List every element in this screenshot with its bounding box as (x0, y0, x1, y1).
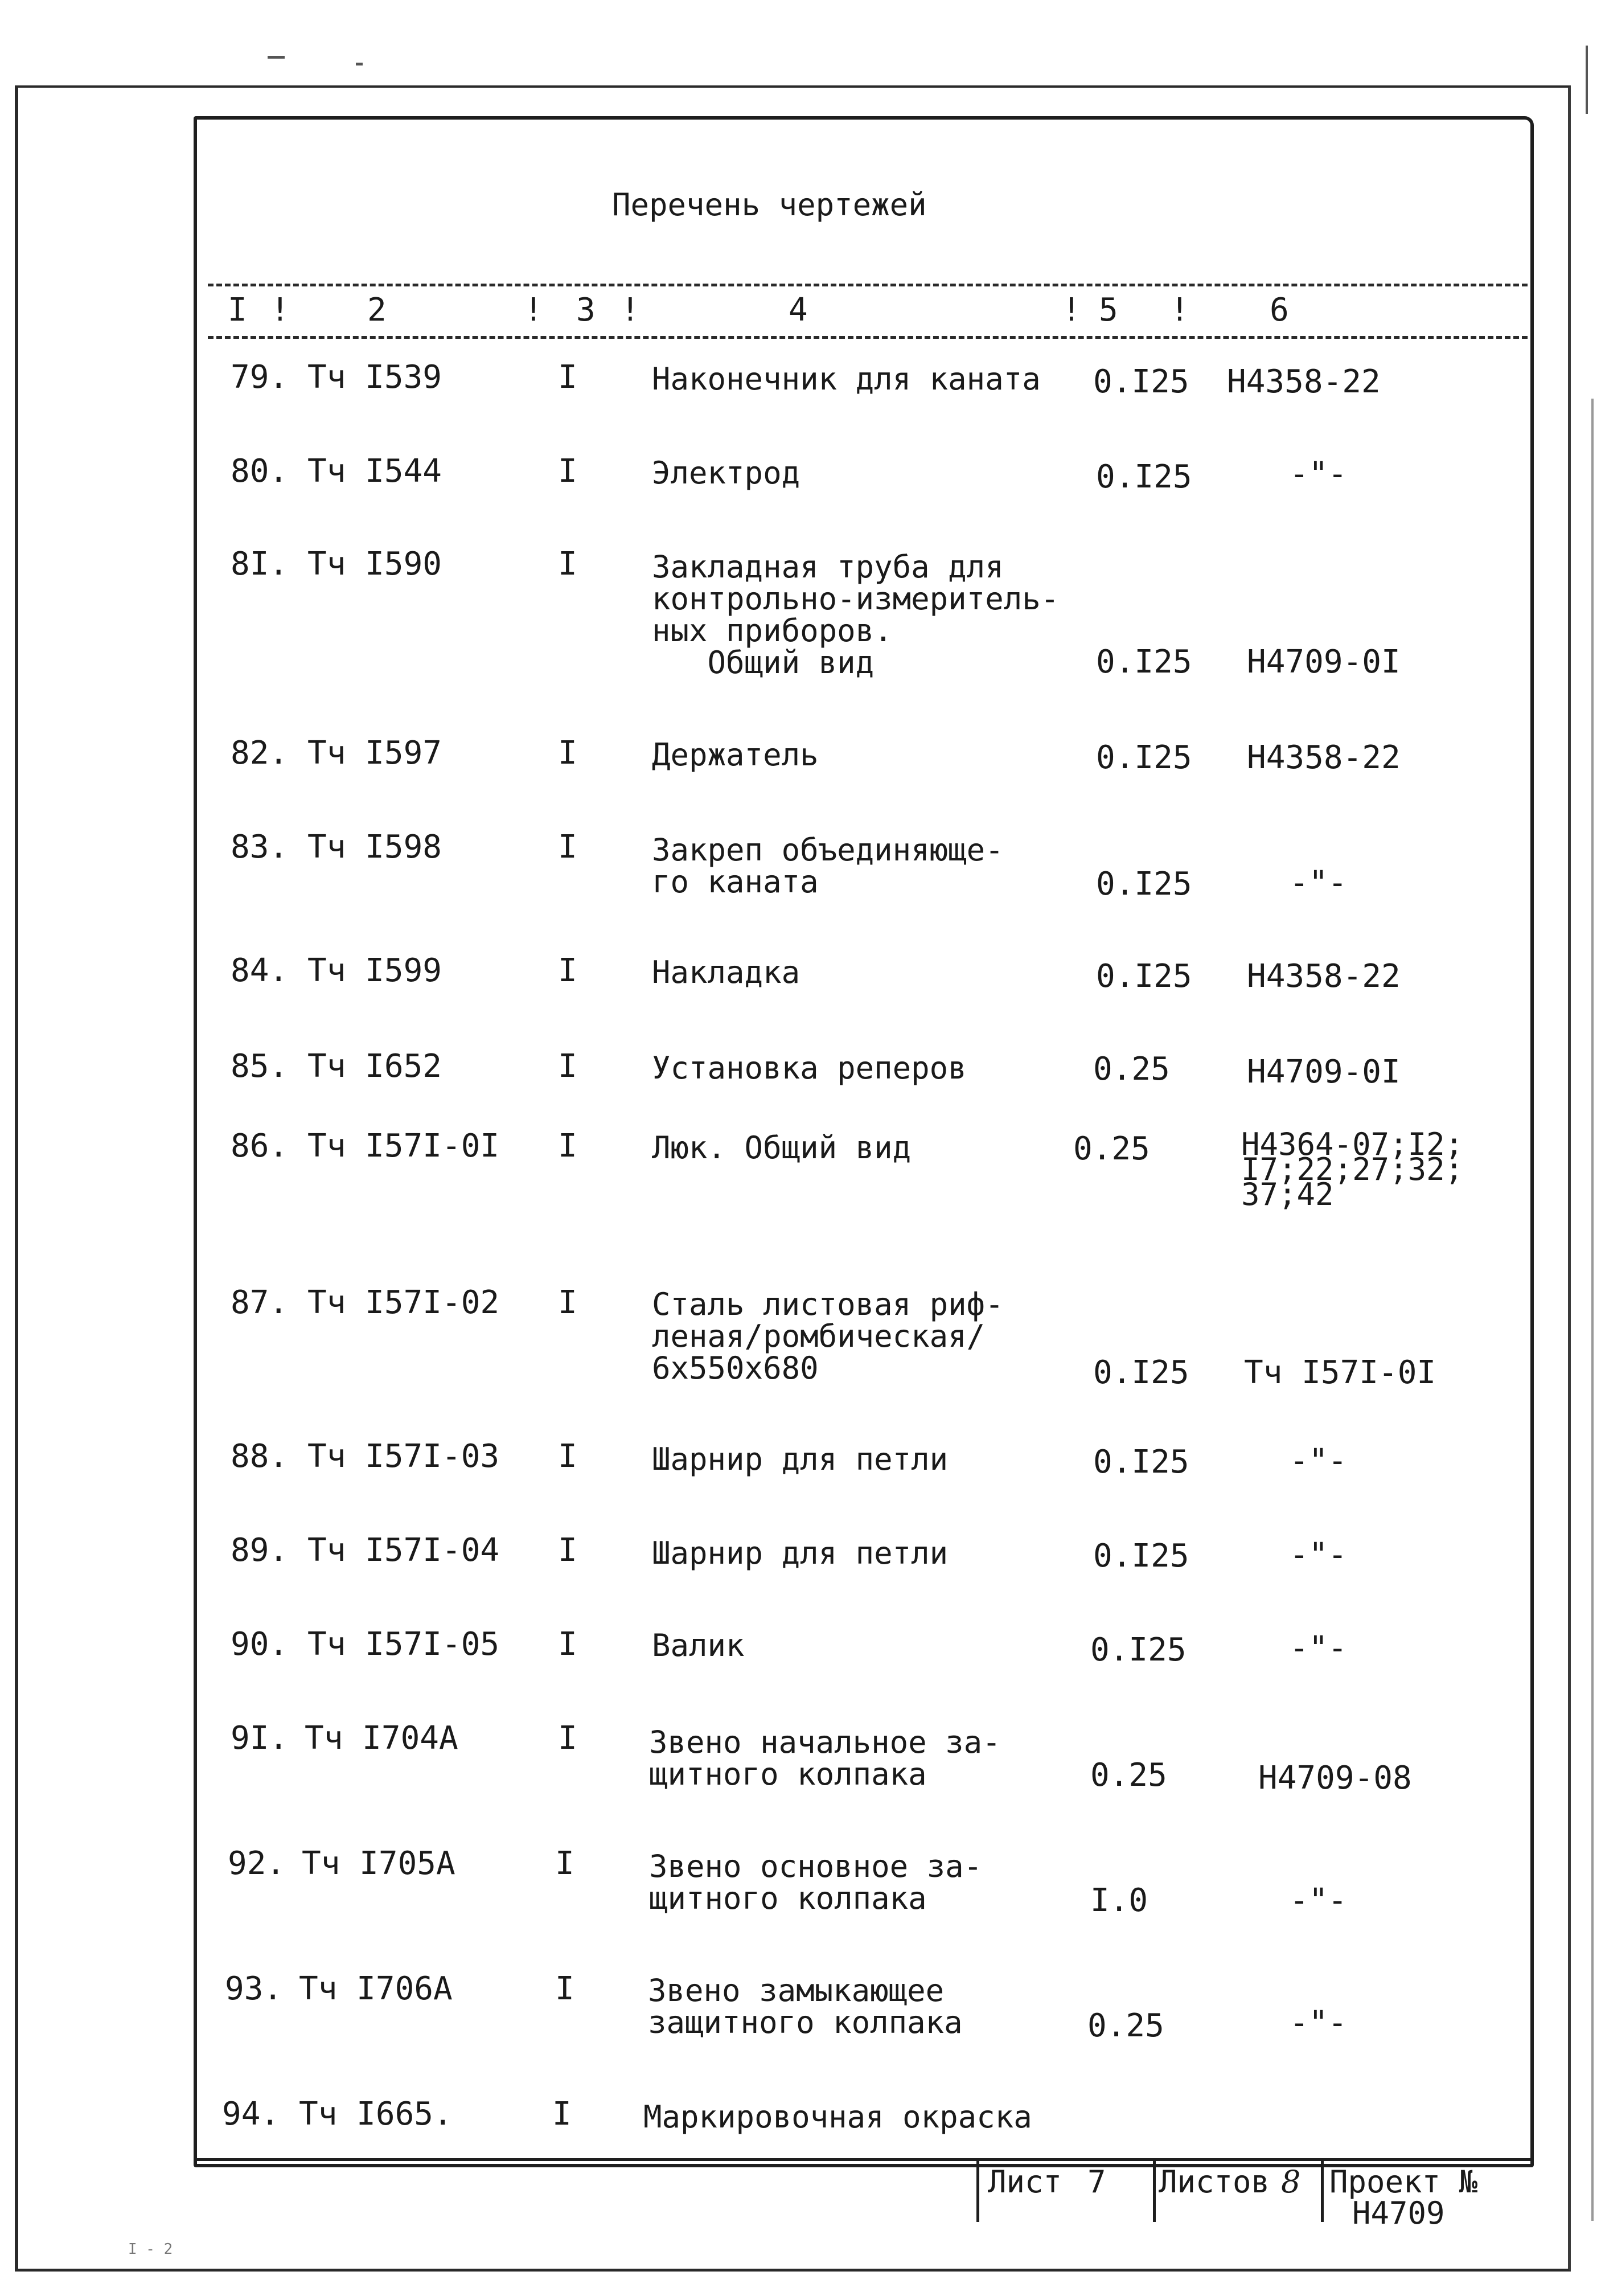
sheet-number: 7 (1087, 2164, 1106, 2200)
description: Закреп объединяюще- го каната (652, 832, 1004, 900)
drawing-code: Тч I706А (299, 1970, 453, 2007)
drawing-code: Тч I665. (299, 2096, 453, 2133)
reference: -"- (1290, 1442, 1348, 1479)
description: Валик (652, 1627, 745, 1663)
description: Закладная труба для контрольно-измеритель- ных приборов. Общий вид (652, 549, 1060, 680)
description: Звено замыкающее защитного колпака (648, 1973, 963, 2040)
drawing-code: Тч I544 (307, 453, 442, 490)
drawing-code: Тч I652 (307, 1048, 442, 1085)
description: Люк. Общий вид (652, 1130, 912, 1166)
sheets-count: 8 (1281, 2164, 1301, 2200)
row-number: 79. (231, 359, 289, 396)
quantity: I (558, 1284, 577, 1321)
row-number: 89. (231, 1532, 289, 1569)
project-number: Н4709 (1352, 2195, 1445, 2231)
description: Держатель (652, 737, 819, 773)
header-rule-top (208, 284, 1528, 286)
row-number: 83. (231, 829, 289, 866)
sheet-label: Лист (988, 2164, 1062, 2200)
description: Электрод (652, 455, 800, 491)
column-header-6: 6 (1270, 292, 1289, 329)
row-number: 92. (228, 1845, 286, 1882)
scan-mark (1591, 399, 1594, 2221)
row-number: 87. (231, 1284, 289, 1321)
stamp-divider (976, 2159, 979, 2222)
reference: Н4364-07;I2; I7;22;27;32; 37;42 (1241, 1126, 1464, 1212)
row-number: 94. (222, 2096, 280, 2133)
reference: Н4358-22 (1247, 739, 1401, 776)
quantity: I (558, 829, 577, 866)
row-number: 93. (225, 1970, 283, 2007)
drawing-code: Тч I57I-05 (307, 1626, 500, 1663)
quantity: I (558, 1532, 577, 1569)
row-number: 85. (231, 1048, 289, 1085)
scan-mark (1586, 46, 1588, 114)
quantity: I (558, 952, 577, 989)
format: 0.25 (1087, 2007, 1164, 2044)
description: Маркировочная окраска (643, 2099, 1032, 2135)
format: 0.I25 (1096, 739, 1192, 776)
column-header-2: 2 (367, 292, 387, 329)
row-number: 9I. (231, 1720, 289, 1757)
drawing-code: Тч I57I-03 (307, 1438, 500, 1475)
drawing-code: Тч I590 (307, 546, 442, 583)
drawing-code: Тч I57I-04 (307, 1532, 500, 1569)
drawing-code: Тч I597 (307, 735, 442, 772)
stamp-divider (1153, 2159, 1156, 2222)
format: 0.25 (1093, 1051, 1170, 1088)
format: 0.I25 (1093, 1354, 1189, 1391)
row-number: 86. (231, 1128, 289, 1165)
quantity: I (558, 1128, 577, 1165)
drawing-code: Тч I704А (305, 1720, 458, 1757)
column-separator: ! (1170, 292, 1189, 329)
drawing-code: Тч I57I-02 (307, 1284, 500, 1321)
reference: -"- (1290, 1536, 1348, 1573)
stamp-top-rule (197, 2158, 1530, 2161)
format: 0.I25 (1096, 458, 1192, 495)
format: 0.I25 (1093, 1538, 1189, 1575)
stamp-divider (1321, 2159, 1324, 2222)
scan-mark (268, 56, 285, 59)
reference: -"- (1290, 1882, 1348, 1919)
column-separator: ! (270, 292, 290, 329)
quantity: I (558, 359, 577, 396)
quantity: I (558, 1438, 577, 1475)
reference: Н4709-0I (1247, 1053, 1401, 1090)
quantity: I (555, 1845, 574, 1882)
drawing-code: Тч I705А (302, 1845, 455, 1882)
column-separator: ! (621, 292, 640, 329)
corner-mark: I - 2 (128, 2241, 173, 2258)
reference: -"- (1290, 1630, 1348, 1667)
reference: Н4358-22 (1227, 363, 1381, 400)
quantity: I (558, 1720, 577, 1757)
description: Шарнир для петли (652, 1441, 949, 1477)
drawing-code: Тч I539 (307, 359, 442, 396)
column-separator: ! (1062, 292, 1081, 329)
reference: -"- (1290, 2004, 1348, 2041)
row-number: 80. (231, 453, 289, 490)
reference: -"- (1290, 864, 1348, 901)
scan-mark (356, 63, 363, 65)
description: Наконечник для каната (652, 361, 1041, 397)
quantity: I (555, 1970, 574, 2007)
format: 0.I25 (1096, 958, 1192, 995)
format: 0.25 (1073, 1130, 1150, 1167)
reference: Н4709-0I (1247, 643, 1401, 680)
format: I.0 (1090, 1882, 1148, 1919)
column-separator: ! (524, 292, 543, 329)
description: Накладка (652, 954, 800, 990)
page-title: Перечень чертежей (612, 187, 927, 223)
reference: Тч I57I-0I (1244, 1354, 1436, 1391)
row-number: 90. (231, 1626, 289, 1663)
format: 0.I25 (1093, 363, 1189, 400)
quantity: I (558, 453, 577, 490)
quantity: I (552, 2096, 572, 2133)
column-header-4: 4 (789, 292, 808, 329)
row-number: 8I. (231, 546, 289, 583)
quantity: I (558, 1048, 577, 1085)
description: Звено основное за- щитного колпака (649, 1848, 983, 1916)
header-rule-bottom (208, 336, 1528, 339)
reference: Н4358-22 (1247, 958, 1401, 995)
quantity: I (558, 1626, 577, 1663)
drawing-code: Тч I57I-0I (307, 1128, 500, 1165)
column-header-3: 3 (576, 292, 596, 329)
drawing-code: Тч I598 (307, 829, 442, 866)
reference: Н4709-08 (1258, 1760, 1412, 1797)
row-number: 88. (231, 1438, 289, 1475)
description: Сталь листовая риф- леная/ромбическая/ 6х550х680 (652, 1286, 1004, 1386)
drawing-code: Тч I599 (307, 952, 442, 989)
quantity: I (558, 546, 577, 583)
description: Звено начальное за- щитного колпака (649, 1724, 1001, 1792)
quantity: I (558, 735, 577, 772)
format: 0.I25 (1096, 866, 1192, 903)
reference: -"- (1290, 456, 1348, 493)
row-number: 82. (231, 735, 289, 772)
row-number: 84. (231, 952, 289, 989)
description: Шарнир для петли (652, 1535, 949, 1571)
project-label: Проект № (1329, 2164, 1478, 2200)
format: 0.25 (1090, 1757, 1167, 1794)
description: Установка реперов (652, 1050, 967, 1086)
sheets-label: Листов (1159, 2164, 1270, 2200)
column-header-1: I (228, 292, 247, 329)
format: 0.I25 (1093, 1444, 1189, 1481)
format: 0.I25 (1090, 1631, 1187, 1668)
format: 0.I25 (1096, 643, 1192, 680)
column-header-5: 5 (1099, 292, 1118, 329)
